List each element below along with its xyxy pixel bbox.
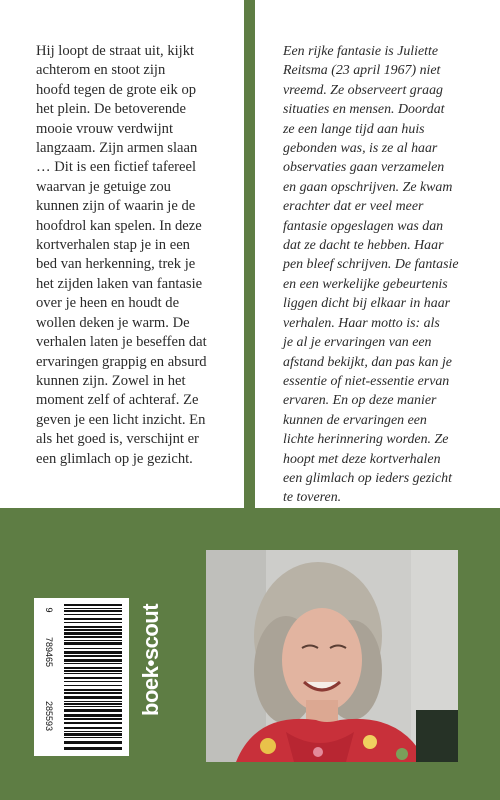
blurb-line: ervaren. En op deze manier — [283, 393, 437, 409]
blurb-line: hoopt met deze kortverhalen — [283, 451, 441, 467]
logo-part-boek: boek — [138, 666, 163, 716]
barcode-digits — [36, 602, 62, 752]
blurb-line: te toveren. — [283, 490, 342, 506]
blurb-line: Hij loopt de straat uit, kijkt — [36, 43, 195, 59]
blurb-line: het plein. De betoverende — [36, 101, 186, 118]
blurb-line: kunnen zijn. Zowel in het — [36, 372, 186, 389]
author-portrait-icon — [206, 550, 458, 762]
blurb-line: vreemd. Ze observeert graag — [283, 82, 443, 98]
logo-dot: • — [141, 660, 163, 667]
blurb-line: mooie vrouw verdwijnt — [36, 120, 173, 137]
blurb-line: Reitsma (23 april 1967) niet — [283, 63, 441, 79]
logo-part-scout: scout — [138, 603, 163, 661]
blurb-line: en een werkelijke gebeurtenis — [283, 276, 448, 292]
book-description-text — [36, 42, 232, 469]
blurb-line: wollen deken je warm. De — [36, 314, 190, 331]
blurb-line: moment zelf of achteraf. Ze — [36, 392, 199, 409]
barcode-digit-group: 285593 — [44, 700, 54, 732]
blurb-line: Een rijke fantasie is Juliette — [283, 44, 439, 59]
blurb-line: gebonden was, is ze al haar — [283, 141, 438, 157]
blurb-line: situaties en mensen. Doordat — [283, 102, 445, 118]
barcode-bars-icon — [64, 602, 124, 752]
blurb-line: verhalen. Haar motto is: als — [283, 315, 440, 331]
blurb-line: dat ze dacht te hebben. Haar — [283, 238, 444, 254]
blurb-line: over je heen en houdt de — [36, 295, 180, 312]
blurb-line: hoofd tegen de grote eik op — [36, 81, 197, 98]
blurb-line: waarvan je getuige zou — [36, 178, 171, 195]
blurb-line: kunnen zijn of waarin je de — [36, 198, 196, 215]
blurb-line: erachter dat er veel meer — [283, 199, 424, 215]
blurb-line: liggen dicht bij elkaar in haar — [283, 296, 451, 312]
blurb-line: pen bleef schrijven. De fantasie — [283, 257, 459, 273]
blurb-line: hoofdrol kan spelen. In deze — [36, 217, 202, 234]
blurb-line: bed van herkenning, trek je — [36, 256, 196, 273]
blurb-line: afstand bekijkt, dan pas kan je — [283, 354, 452, 370]
blurb-line: kunnen de ervaringen een — [283, 412, 427, 428]
isbn-barcode — [34, 598, 129, 756]
blurb-line: geven je een licht inzicht. En — [36, 411, 206, 428]
blurb-line: observaties gaan verzamelen — [283, 160, 445, 176]
right-blurb-panel — [255, 0, 500, 508]
blurb-line: achterom en stoot zijn — [36, 62, 166, 79]
blurb-line: je al je ervaringen van een — [283, 335, 432, 351]
blurb-line: het zijden laken van fantasie — [36, 275, 203, 292]
author-photo — [206, 550, 458, 762]
blurb-line: langzaam. Zijn armen slaan — [36, 140, 198, 157]
blurb-line: ervaringen grappig en absurd — [36, 353, 207, 370]
blurb-line: lichte herinnering worden. Ze — [283, 432, 449, 448]
barcode-digit-group: 9 — [44, 607, 54, 613]
blurb-line: een glimlach op je gezicht. — [36, 450, 193, 467]
blurb-line: … Dit is een fictief tafereel — [36, 159, 197, 176]
blurb-line: verhalen laten je beseffen dat — [36, 334, 207, 351]
blurb-line: een glimlach op ieders gezicht — [283, 470, 452, 486]
author-biography-text — [283, 42, 492, 508]
blurb-line: als het goed is, verschijnt er — [36, 431, 199, 448]
blurb-line: fantasie opgeslagen was dan — [283, 218, 444, 234]
left-blurb-panel — [0, 0, 244, 508]
blurb-line: en gaan opschrijven. Ze kwam — [283, 179, 453, 195]
barcode-digit-group: 789465 — [44, 636, 54, 668]
blurb-line: essentie of niet-essentie ervan — [283, 373, 450, 389]
blurb-line: ze een lange tijd aan huis — [283, 121, 425, 137]
blurb-line: kortverhalen stap je in een — [36, 237, 190, 254]
publisher-wordmark — [138, 604, 164, 716]
